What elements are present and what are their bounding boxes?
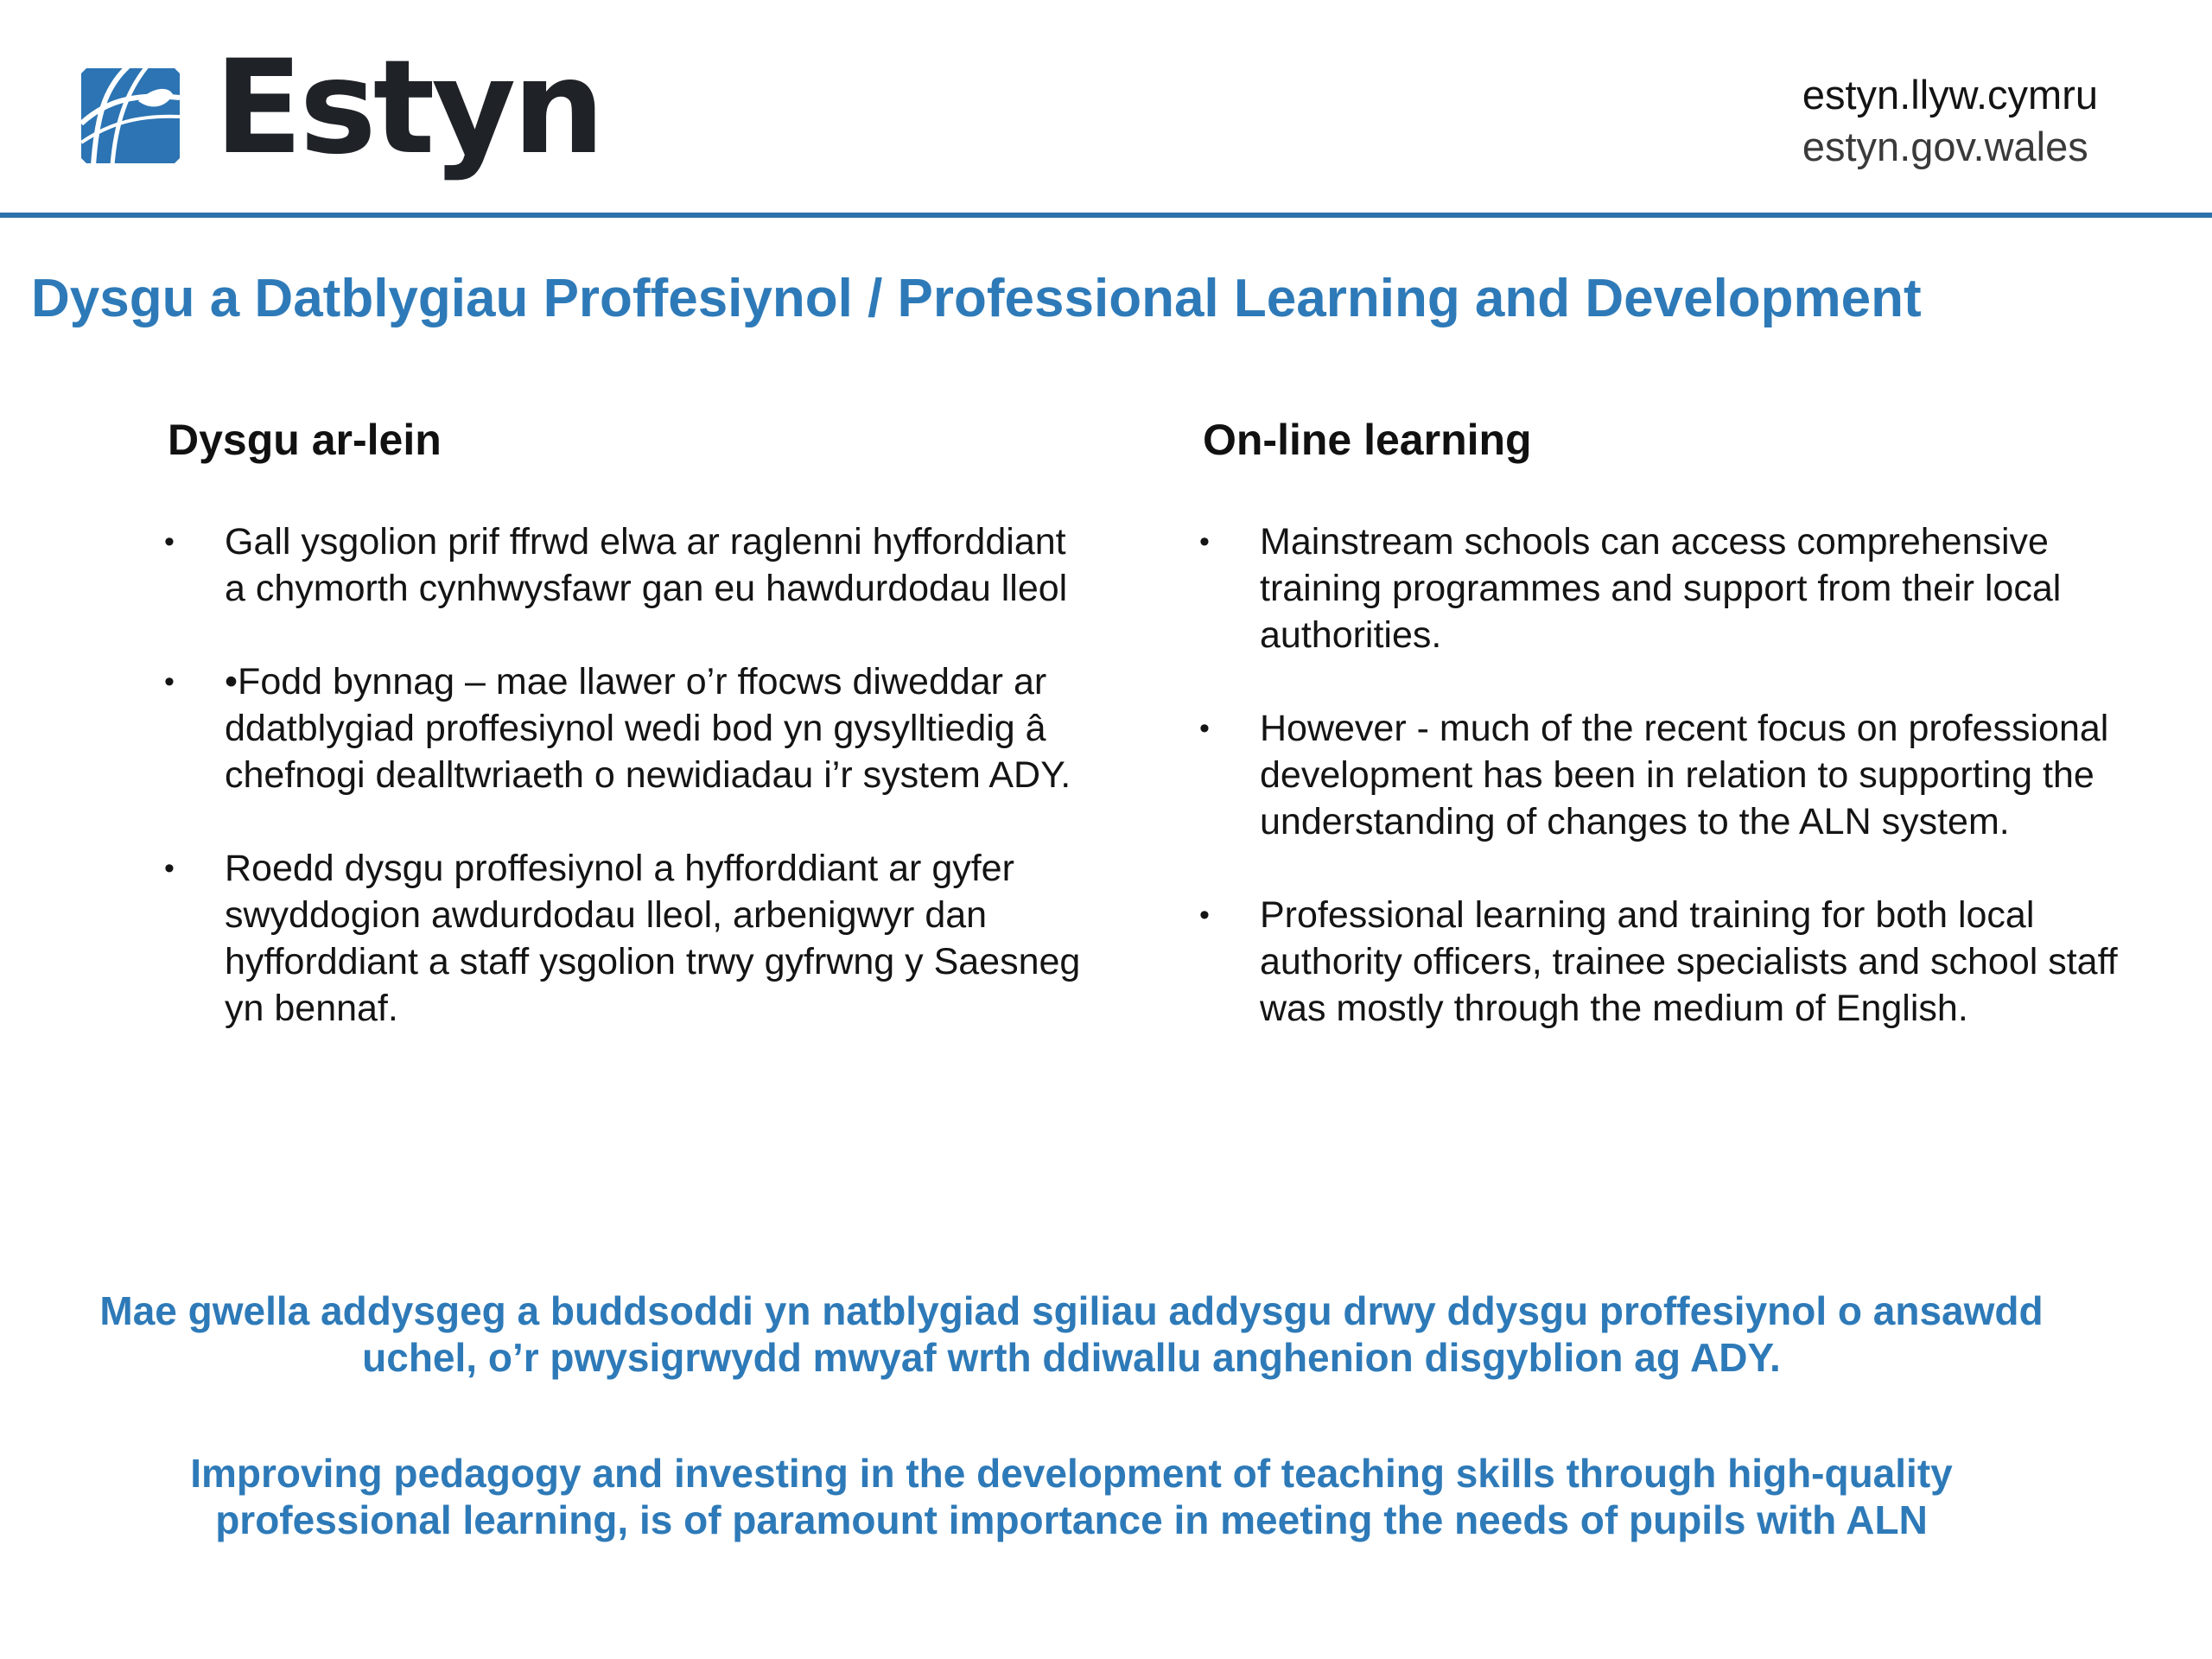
header-divider [0, 213, 2212, 218]
welsh-site-link[interactable]: estyn.llyw.cymru [1802, 72, 2098, 118]
bullet-icon: • [1199, 899, 1210, 931]
list-item [164, 518, 1084, 612]
english-column-heading: On-line learning [1203, 416, 1532, 464]
welsh-summary: Mae gwella addysgeg a buddsoddi yn natblygiad sgiliau addysgu drwy ddysgu proffesiynol o ansawdd uchel, o’r pwysigrwydd mwyaf wrth ddiwallu anghenion disgyblion ag ADY. [99, 1288, 2044, 1380]
bullet-text: Gall ysgolion prif ffrwd elwa ar raglenni hyfforddiant a chymorth cynhwysfawr gan eu hawdurdodau lleol [225, 521, 1068, 609]
bullet-text: Professional learning and training for both local authority officers, trainee specialists and school staff was mostly through the medium of English. [1260, 894, 2118, 1029]
bullet-icon: • [164, 852, 175, 885]
site-links [1802, 69, 2098, 173]
bullet-icon: • [1199, 712, 1210, 745]
logo-wordmark: Estyn [214, 33, 602, 183]
list-item [164, 845, 1084, 1032]
english-bullet-list [1199, 518, 2119, 1032]
english-site-link[interactable]: estyn.gov.wales [1802, 124, 2088, 169]
list-item [1199, 705, 2119, 845]
welsh-column [164, 413, 1084, 1078]
bullet-text: However - much of the recent focus on professional development has been in relation to supporting the understanding of changes to the ALN system. [1260, 708, 2109, 842]
header [0, 0, 2212, 216]
list-item [1199, 892, 2119, 1032]
estyn-logo-mark-icon [78, 63, 181, 167]
english-column [1199, 413, 2119, 1078]
english-summary: Improving pedagogy and investing in the development of teaching skills through high-quality professional learning, is of paramount importance in meeting the needs of pupils with ALN [190, 1451, 1953, 1542]
bullet-icon: • [1199, 525, 1210, 558]
page-title: Dysgu a Datblygiau Proffesiynol / Professional Learning and Development [31, 269, 1922, 328]
bullet-text: Roedd dysgu proffesiynol a hyfforddiant ar gyfer swyddogion awdurdodau lleol, arbenigwyr dan hyfforddiant a staff ysgolion trwy gyfrwng y Saesneg yn bennaf. [225, 848, 1081, 1029]
list-item [164, 658, 1084, 798]
bullet-text: Mainstream schools can access comprehensive training programmes and support from their local authorities. [1260, 521, 2062, 656]
welsh-column-heading: Dysgu ar-lein [168, 416, 442, 464]
welsh-bullet-list [164, 518, 1084, 1032]
bullet-icon: • [164, 525, 175, 558]
bullet-icon: • [164, 665, 175, 698]
list-item [1199, 518, 2119, 658]
estyn-logo[interactable] [78, 33, 602, 183]
bullet-text: •Fodd bynnag – mae llawer o’r ffocws diweddar ar ddatblygiad proffesiynol wedi bod yn gysylltiedig â chefnogi dealltwriaeth o newidiadau i’r system ADY. [225, 661, 1071, 796]
